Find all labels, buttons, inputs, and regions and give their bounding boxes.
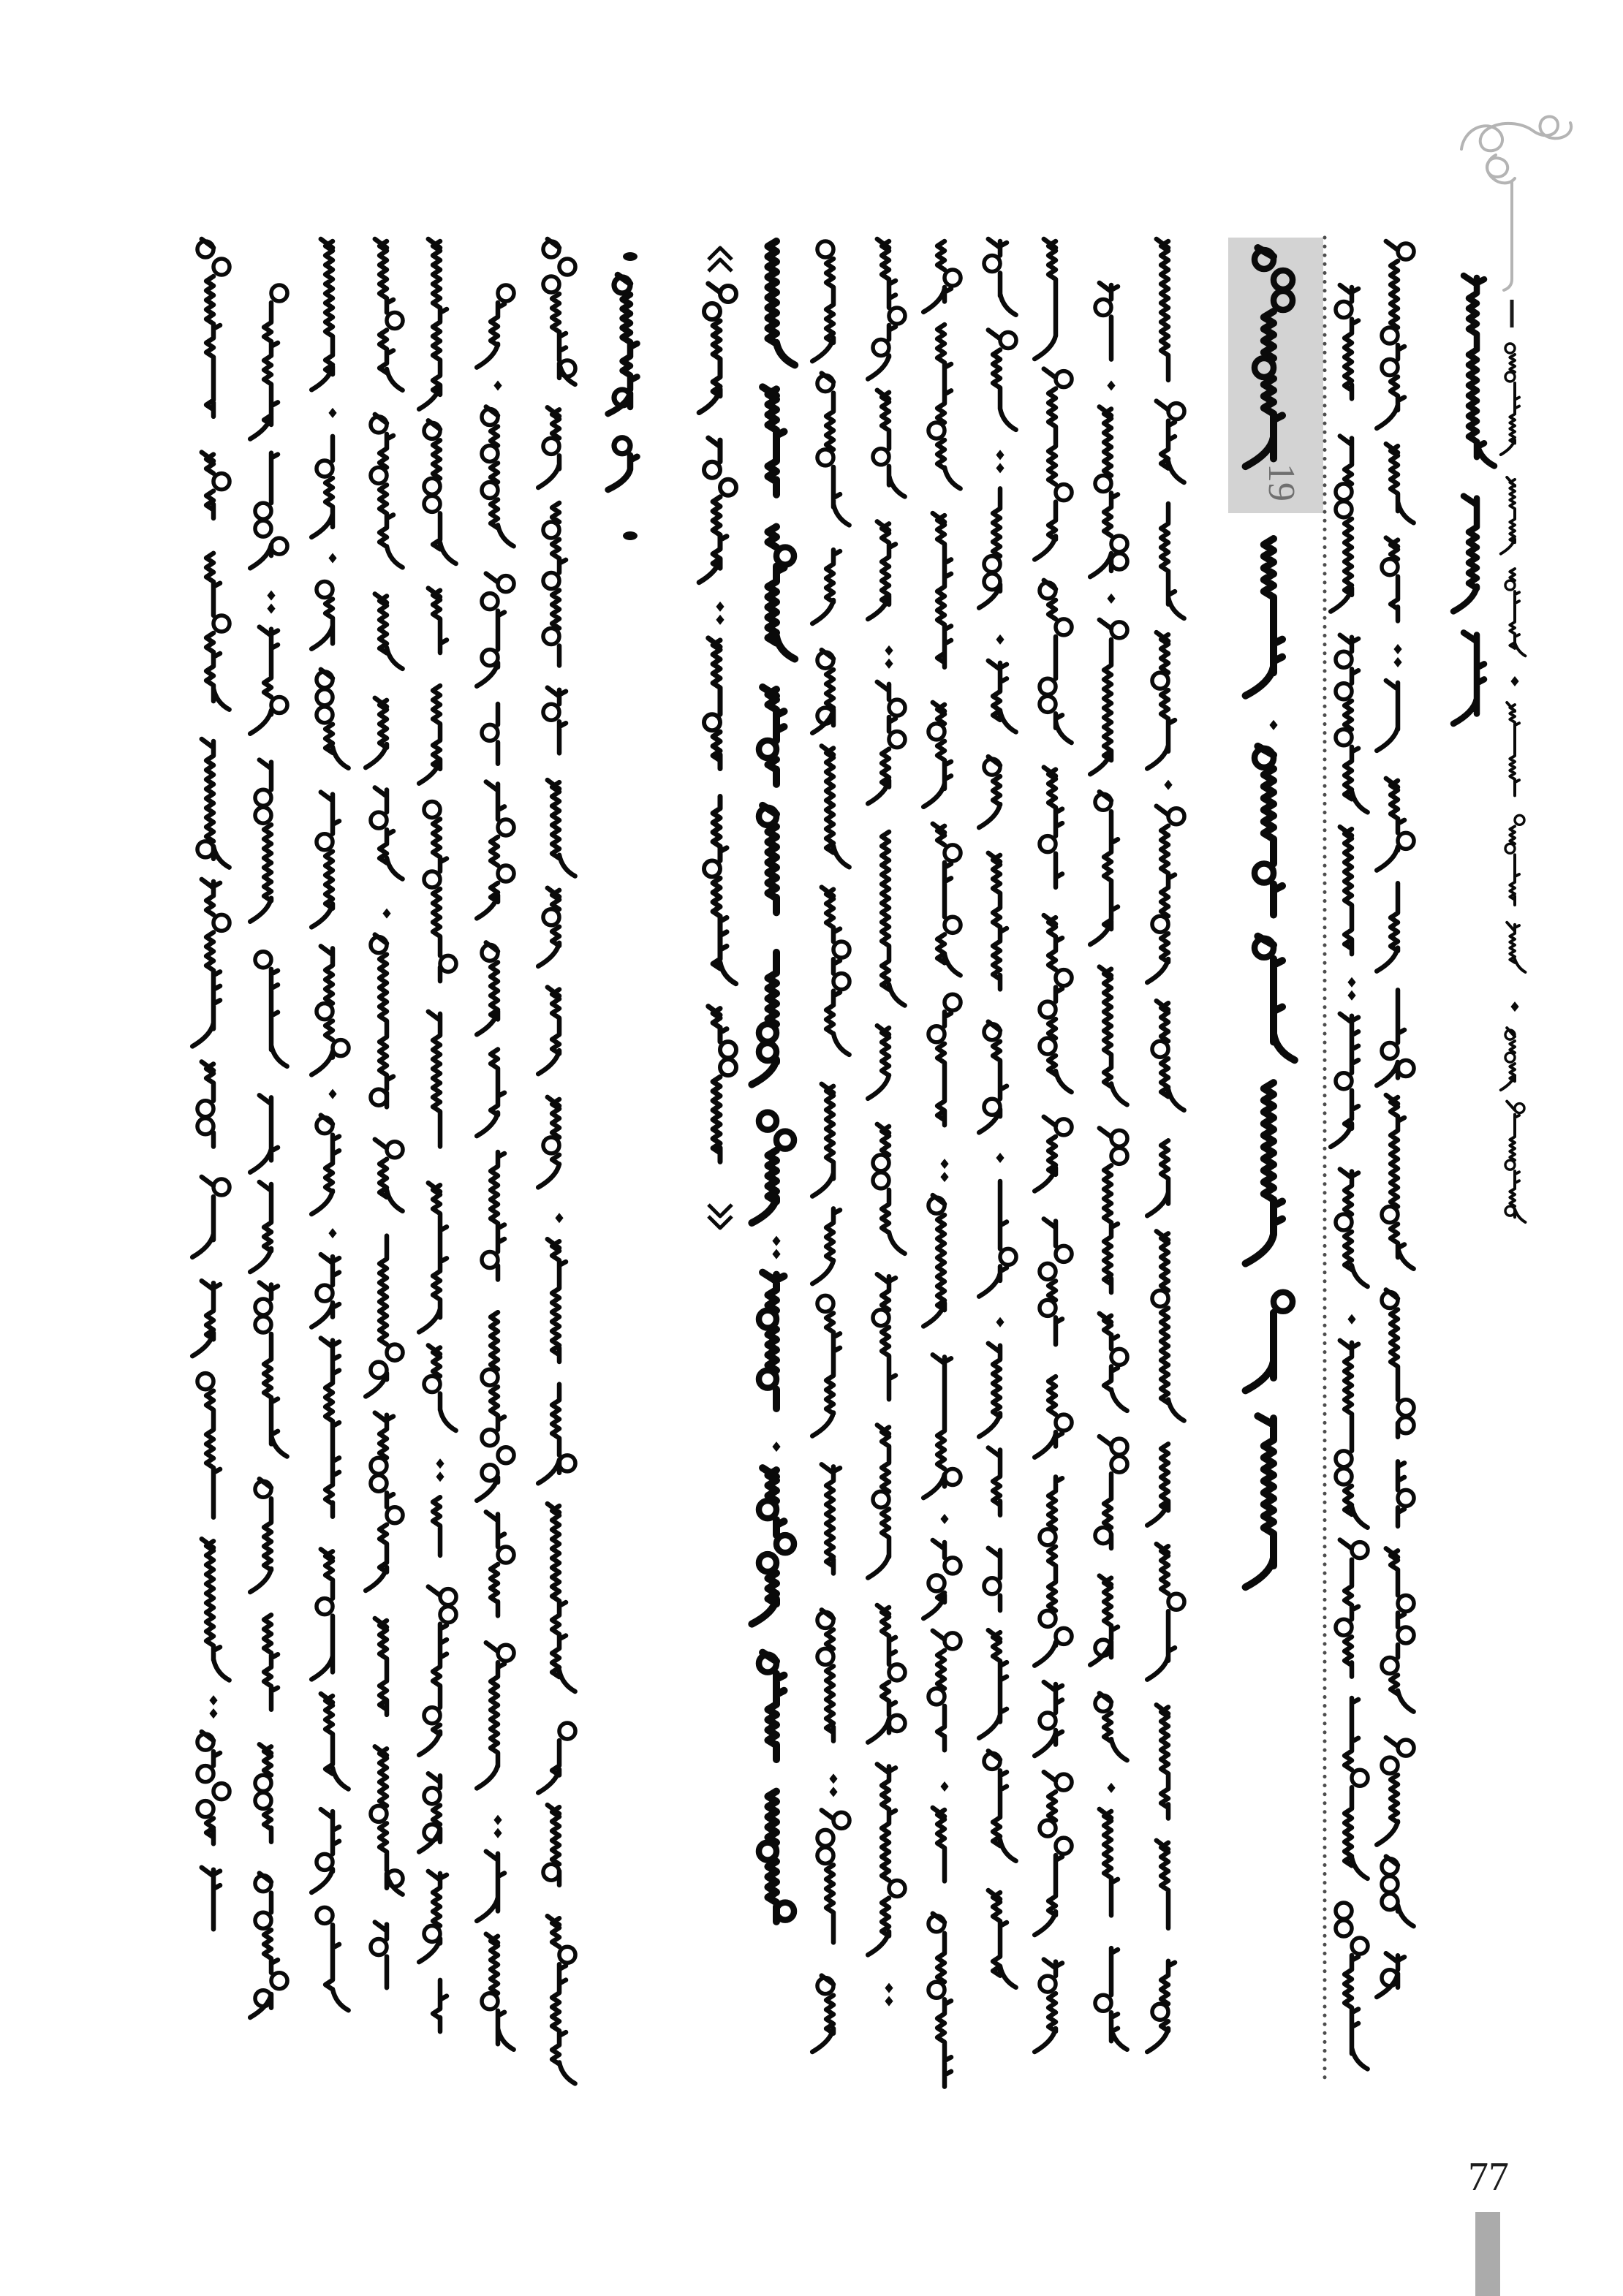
page-number: 77 — [1468, 2154, 1509, 2200]
heading-bullet — [623, 252, 638, 261]
page-edge-bar — [1475, 2212, 1500, 2296]
lesson-number: 19 — [1260, 463, 1302, 501]
heading-bullet — [623, 531, 638, 540]
